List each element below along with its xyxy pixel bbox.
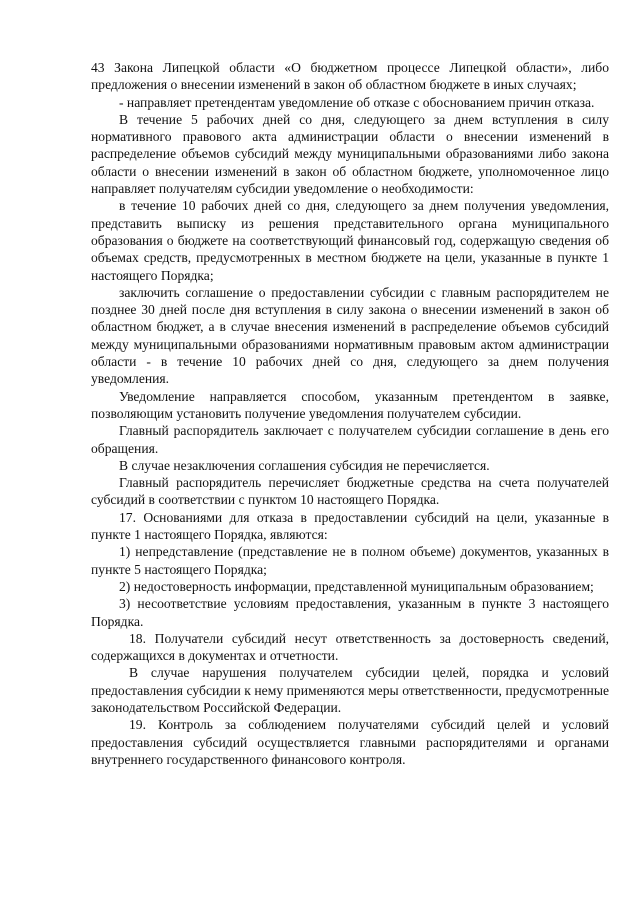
paragraph-reason-2: 2) недостоверность информации, представленной муниципальным образованием; bbox=[119, 578, 594, 594]
paragraph-reason-1: 1) непредставление (представление не в полном объеме) документов, указанных в пункте 5 настоящего Порядка; bbox=[91, 544, 609, 577]
paragraph-violation: В случае нарушения получателем субсидии целей, порядка и условий предоставления субсидии к нему применяются меры ответственности, предусмотренные законодательством Российской Федерации. bbox=[91, 665, 609, 715]
document-page bbox=[91, 59, 609, 768]
paragraph-item-19: 19. Контроль за соблюдением получателями субсидий целей и условий предоставления субсидий осуществляется главными распорядителями и органами внутреннего государственного финансового контроля. bbox=[91, 717, 609, 767]
paragraph-notification-term: В течение 5 рабочих дней со дня, следующего за днем вступления в силу нормативного правового акта администрации области о внесении изменений в распределение объемов субсидий между муниципальными образованиями либо закона области о внесении изменений в закон об областном бюджете, уполномоченное лицо направляет получателям субсидии уведомление о необходимости: bbox=[91, 111, 609, 197]
paragraph-refusal-notice: - направляет претендентам уведомление об отказе с обоснованием причин отказа. bbox=[119, 94, 595, 110]
paragraph-item-17: 17. Основаниями для отказа в предоставлении субсидий на цели, указанные в пункте 1 настоящего Порядка, являются: bbox=[91, 509, 609, 543]
paragraph-continuation: 43 Закона Липецкой области «О бюджетном процессе Липецкой области», либо предложения о внесении изменений в закон об областном бюджете в иных случаях; bbox=[91, 60, 609, 93]
paragraph-extract-submission: в течение 10 рабочих дней со дня, следующего за днем получения уведомления, представить выписку из решения представительного органа муниципального образования о бюджете на соответствующий финансовый год, содержащую сведения об объемах средств, предусмотренных в местном бюджете на цели, указанные в пункте 1 настоящего Порядка; bbox=[91, 198, 609, 283]
paragraph-notification-method: Уведомление направляется способом, указанным претендентом в заявке, позволяющим установить получение уведомления получателем субсидии. bbox=[91, 388, 609, 421]
paragraph-funds-transfer: Главный распорядитель перечисляет бюджетные средства на счета получателей субсидий в соответствии с пунктом 10 настоящего Порядка. bbox=[91, 475, 609, 508]
paragraph-no-agreement: В случае незаключения соглашения субсидия не перечисляется. bbox=[119, 457, 490, 473]
paragraph-reason-3: 3) несоответствие условиям предоставления, указанным в пункте 3 настоящего Порядка. bbox=[91, 596, 609, 629]
paragraph-item-18: 18. Получатели субсидий несут ответственность за достоверность сведений, содержащихся в документах и отчетности. bbox=[91, 630, 609, 664]
paragraph-agreement-day: Главный распорядитель заключает с получателем субсидии соглашение в день его обращения. bbox=[91, 423, 609, 456]
paragraph-agreement-conclusion: заключить соглашение о предоставлении субсидии с главным распорядителем не позднее 30 дней после дня вступления в силу закона о внесении изменений в закон об областном бюджет, а в случае внесения изменений в распределение объемов субсидий между муниципальными образованиями нормативным правовым актом администрации области - в течение 10 рабочих дней со дня, следующего за днем получения уведомления. bbox=[91, 284, 609, 387]
